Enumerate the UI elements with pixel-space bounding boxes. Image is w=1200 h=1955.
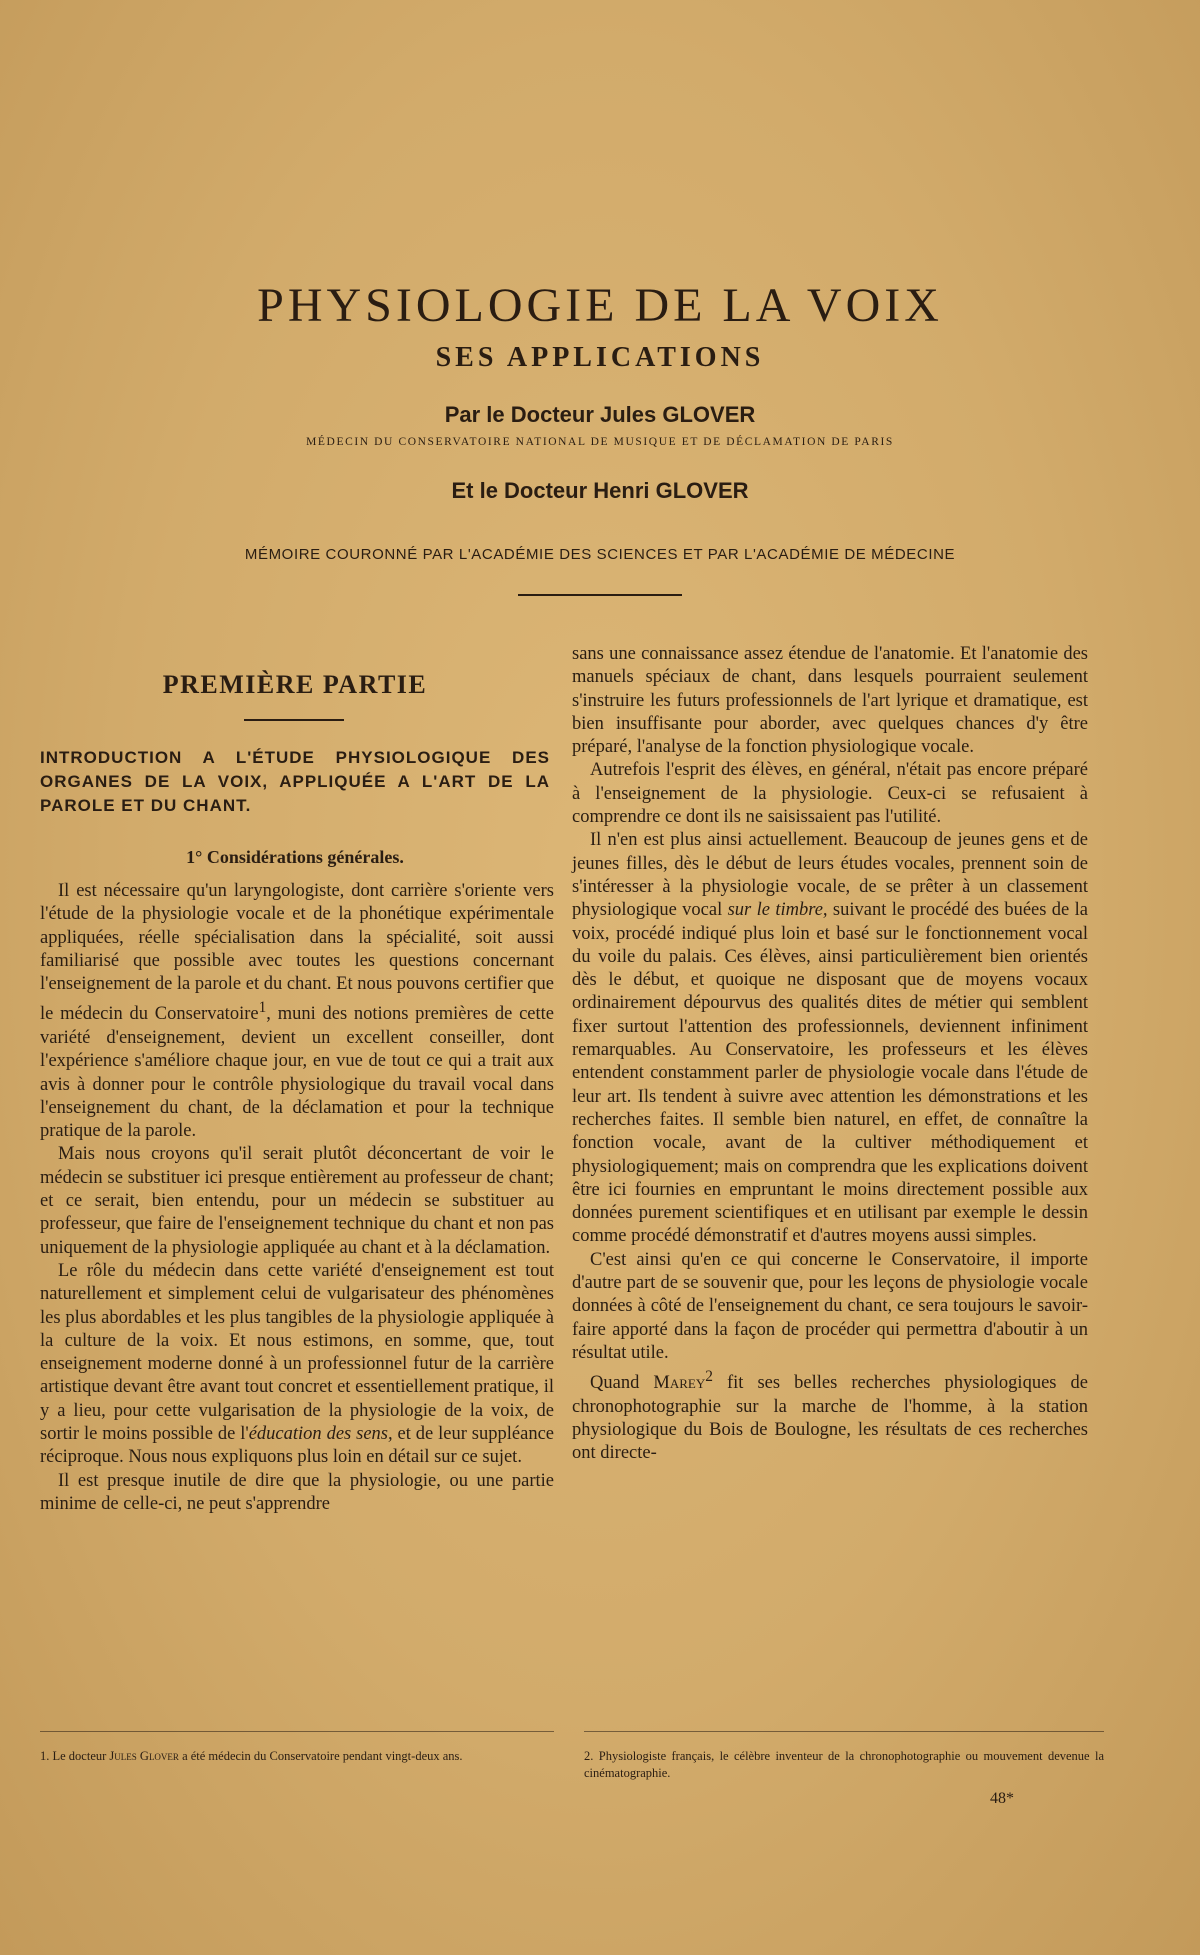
paragraph: sans une connaissance assez étendue de l'anatomie. Et l'anatomie des manuels spéciaux de chant, dans lesquels pourraient seulement s'instruire les futurs professionnels de l'art lyrique et dramatique, est bien insuffisante pour aborder, avec quelques chances d'y être préparé, l'analyse de la fonction physiologique vocale. bbox=[572, 644, 1088, 758]
paragraph: Autrefois l'esprit des élèves, en général, n'était pas encore préparé à l'enseignement de la physiologie. Ceux-ci se refusaient à comprendre ce dont ils ne saisissaient pas l'utilité. bbox=[572, 760, 1088, 828]
footnote-divider-right bbox=[584, 1731, 1104, 1732]
part-heading: PREMIÈRE PARTIE bbox=[162, 670, 428, 699]
paragraph: Le rôle du médecin dans cette variété d'enseignement est tout naturellement et simplement celui de vulgarisateur des phénomènes les plus abordables et les plus tangibles de la physiologie appliquée à la culture de la voix. Et nous estimons, en somme, que, tout enseignement moderne donné à un professionnel futur de la carrière artistique devant être avant tout concret et essentiellement pratique, il y a lieu, pour cette vulgarisation de la physiologie de la voix, de sortir le moins possible de l'éducation des sens, et de leur suppléance réciproque. Nous nous expliquons plus loin en détail sur ce sujet. bbox=[40, 1260, 554, 1468]
header-divider bbox=[518, 594, 682, 596]
award-line: MÉMOIRE COURONNÉ PAR L'ACADÉMIE DES SCIENCES ET PAR L'ACADÉMIE DE MÉDECINE bbox=[244, 546, 956, 563]
paragraph: Il n'en est plus ainsi actuellement. Beaucoup de jeunes gens et de jeunes filles, dès le début de leurs études vocales, prennent soin de s'intéresser à la physiologie vocale, de se prêter à un classement physiologique vocal sur le timbre, suivant le procédé des buées de la voix, procédé indiqué plus loin et basé sur le fonctionnement vocal du voile du palais. Ces élèves, ainsi particulièrement bien orientés dès le début, et quoique ne disposant que de moyens vocaux ordinairement dépourvus des qualités dites de métier qui semblent fixer surtout l'attention des professionnels, deviennent infiniment remarquables. Au Conservatoire, les professeurs et les élèves entendent constamment parler de physiologie vocale dans l'étude de leur art. Ils tendent à suivre avec attention les démonstrations et les recherches faites. Il semble bien naturel, en effet, de connaître la fonction vocale, avant de la cultiver méthodiquement et physiologiquement; mais on comprendra que les explications doivent être ici fournies en empruntant le moins directement possible aux données purement scientifiques et en utilisant par exemple le dessin comme procédé démonstratif et d'autres moyens aussi simples. bbox=[572, 830, 1088, 1247]
footnote-divider-left bbox=[40, 1731, 554, 1732]
article-subtitle: SES APPLICATIONS bbox=[435, 342, 765, 373]
paragraph: C'est ainsi qu'en ce qui concerne le Conservatoire, il importe d'autre part de se souvenir que, pour les leçons de physiologie vocale données à côté de l'enseignement du chant, ce sera toujours le savoir-faire apporté dans la façon de procéder qui permettra d'aboutir à un résultat utile. bbox=[572, 1249, 1088, 1363]
right-column bbox=[572, 643, 1088, 1466]
paragraph: Il est nécessaire qu'un laryngologiste, dont carrière s'oriente vers l'étude de la physiologie vocale et de la phonétique expérimentale appliquées, réelle spécialisation dans la spécialité, soit aussi familiarisé que possible avec toutes les questions concernant l'enseignement de la parole et du chant. Et nous pouvons certifier que le médecin du Conservatoire$^1$, muni des notions premières de cette variété d'enseignement, devient un excellent conseiller, dont l'expérience s'améliore chaque jour, en vue de tout ce qui a trait aux avis à donner pour le contrôle physiologique du travail vocal dans l'enseignement du chant, de la déclamation et pour la technique pratique de la parole. bbox=[40, 881, 554, 1142]
article-title: PHYSIOLOGIE DE LA VOIX bbox=[257, 279, 943, 332]
part-divider bbox=[244, 719, 344, 721]
introduction-heading: INTRODUCTION A L'ÉTUDE PHYSIOLOGIQUE DES ORGANES DE LA VOIX, APPLIQUÉE A L'ART DE LA PAROLE ET DU CHANT. bbox=[40, 748, 550, 815]
paragraph: Mais nous croyons qu'il serait plutôt déconcertant de voir le médecin se substituer ici presque entièrement au professeur de chant; et ce serait, bien entendu, pour un médecin se substituer au professeur, que faire de l'enseignement technique du chant et non pas uniquement de la physiologie appliquée au chant et à la déclamation. bbox=[40, 1144, 554, 1258]
author-affiliation: MÉDECIN DU CONSERVATOIRE NATIONAL DE MUSIQUE ET DE DÉCLAMATION DE PARIS bbox=[306, 436, 894, 448]
paragraph: Il est presque inutile de dire que la physiologie, ou une partie minime de celle-ci, ne peut s'apprendre bbox=[40, 1470, 554, 1514]
author-byline-2: Et le Docteur Henri GLOVER bbox=[451, 478, 749, 503]
section-heading: 1° Considérations générales. bbox=[186, 847, 404, 867]
author-byline-1: Par le Docteur Jules GLOVER bbox=[444, 402, 756, 427]
paragraph: Quand Marey$^2$ fit ses belles recherches physiologiques de chronophotographie sur la marche de l'homme, à la station physiologique du Bois de Boulogne, les résultats de ces recherches ont directe- bbox=[572, 1368, 1088, 1464]
footnote-2: 2. Physiologiste français, le célèbre inventeur de la chronophotographie ou mouvement devenue la cinématographie. bbox=[584, 1749, 1104, 1780]
footnote-marker: 2 bbox=[705, 1368, 713, 1386]
left-column bbox=[40, 880, 554, 1516]
page-number: 48* bbox=[990, 1790, 1014, 1807]
footnote-marker: 1 bbox=[258, 999, 267, 1017]
footnote-1: 1. Le docteur Jules Glover a été médecin du Conservatoire pendant vingt-deux ans. bbox=[40, 1749, 463, 1763]
